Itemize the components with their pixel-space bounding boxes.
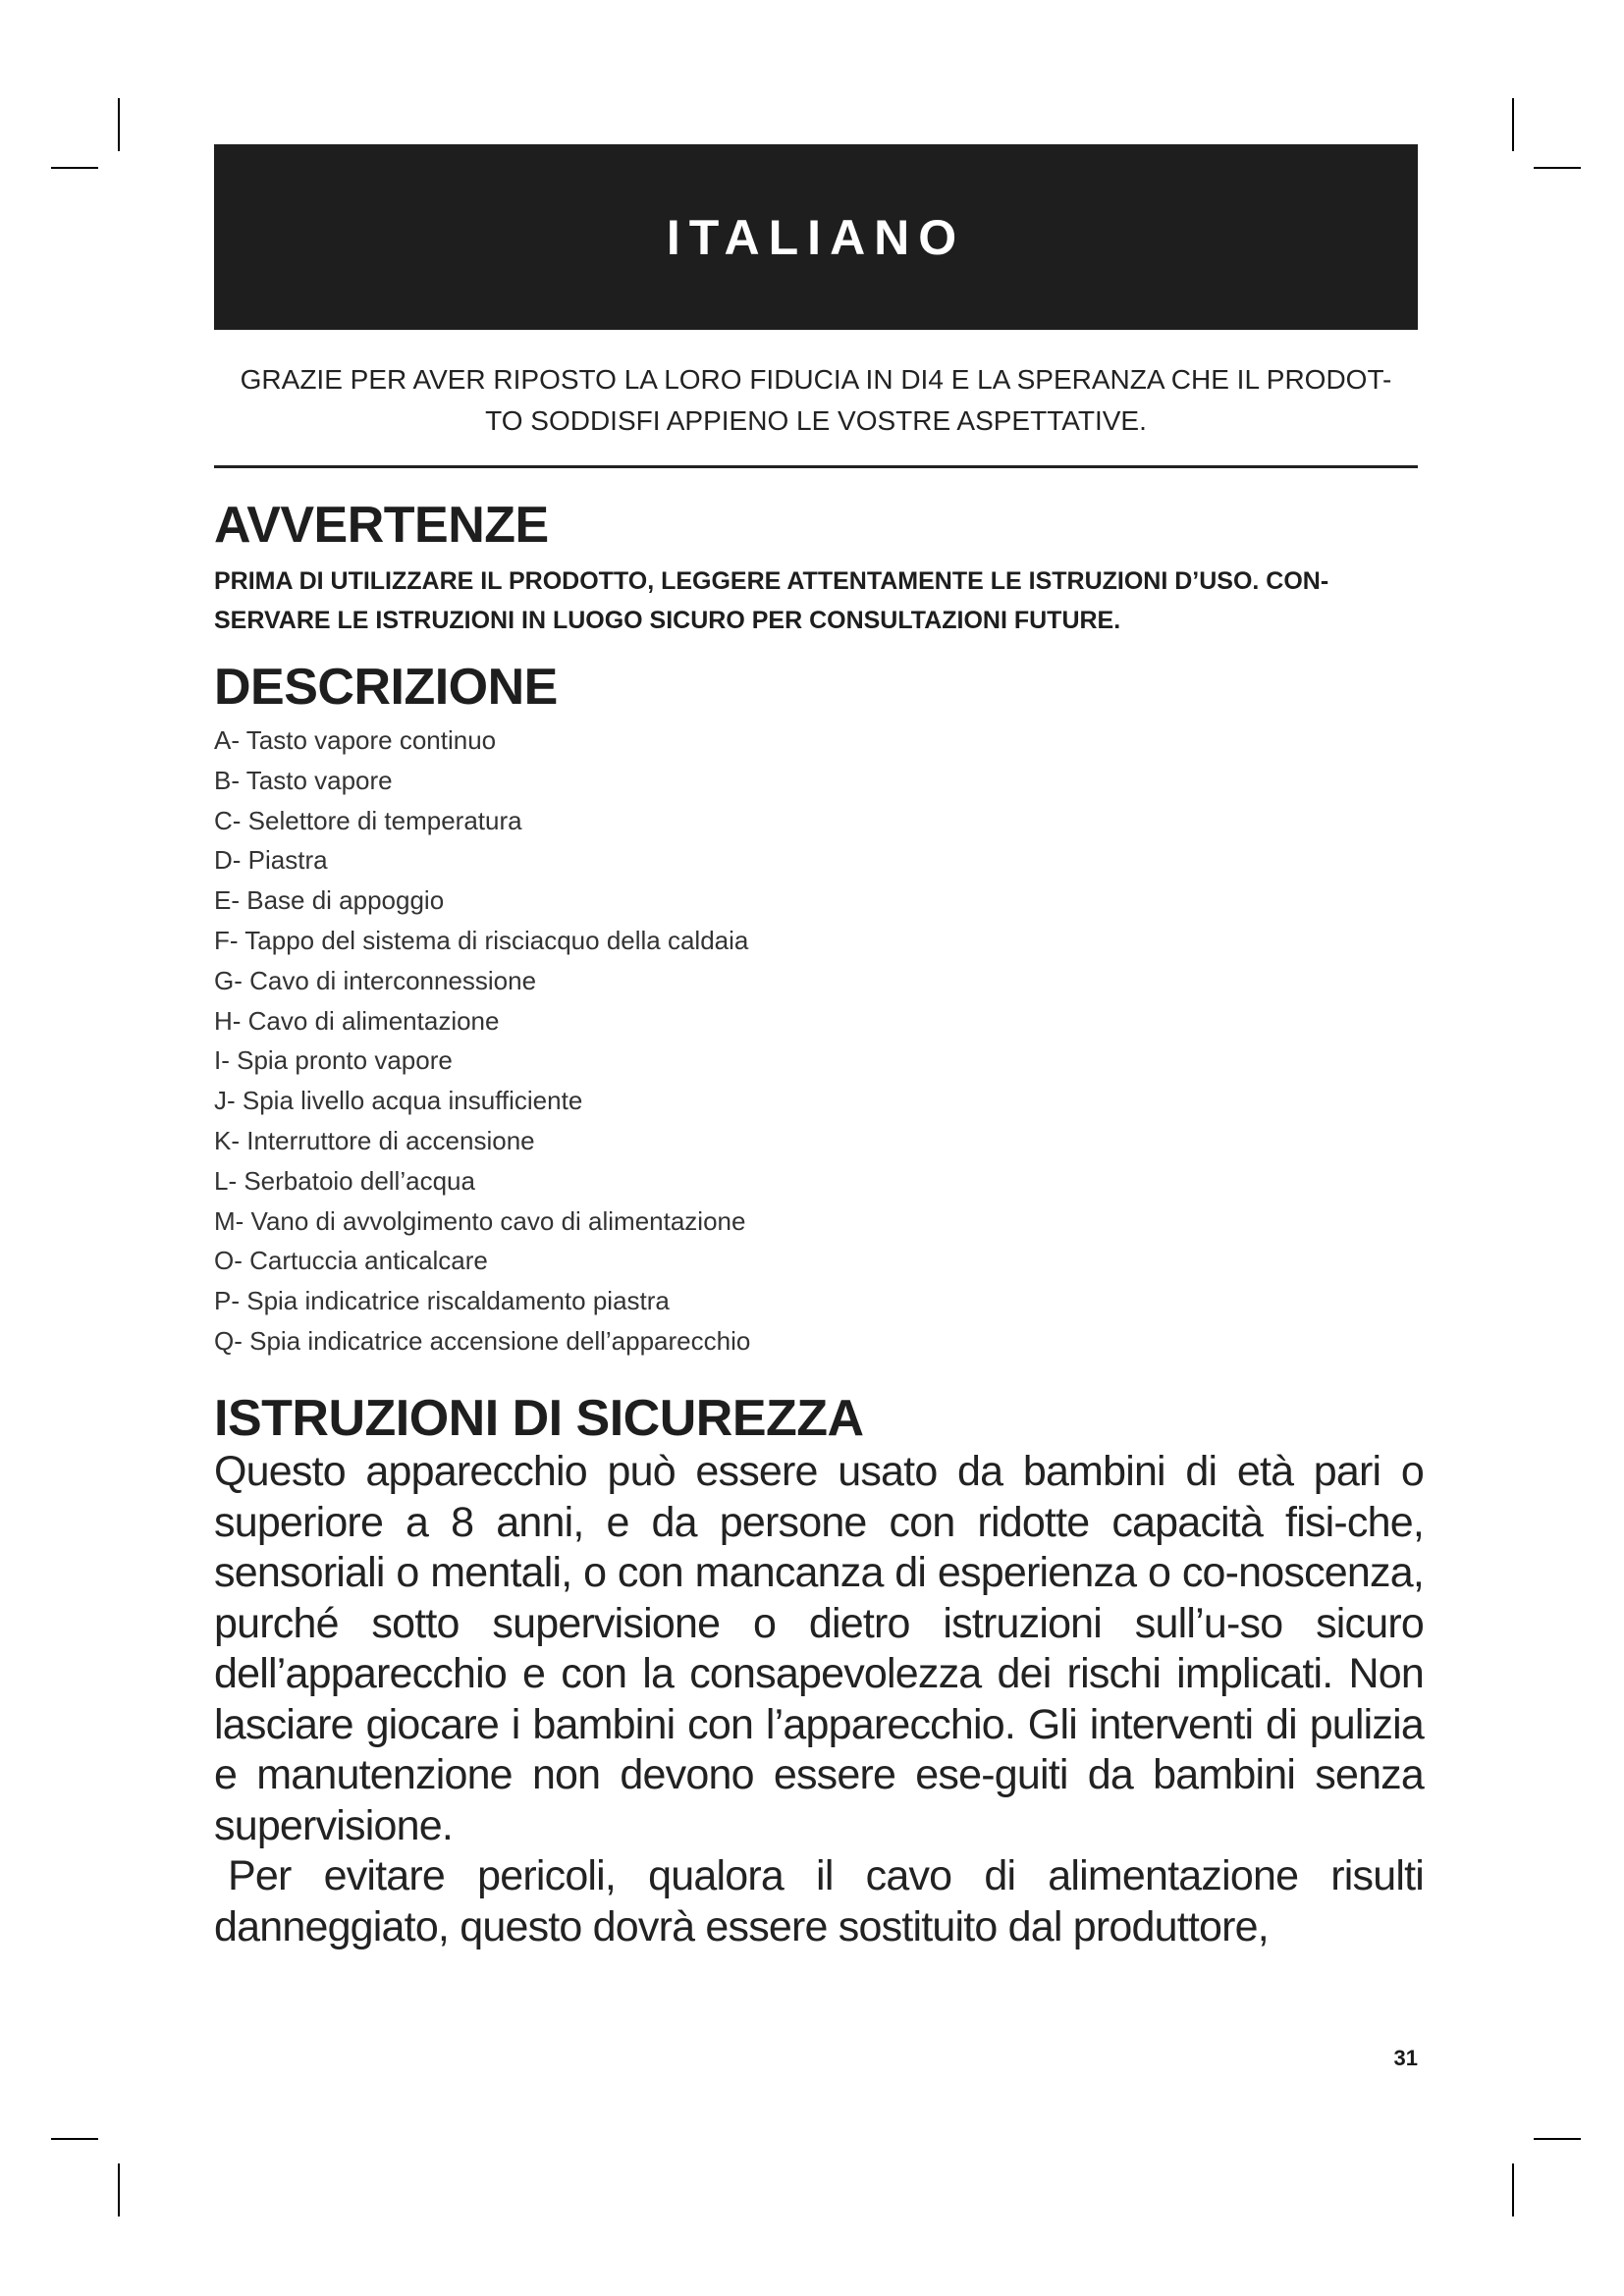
list-item: E- Base di appoggio (214, 885, 445, 916)
page-number: 31 (1393, 2046, 1418, 2070)
crop-mark-top-left-horizontal (51, 167, 98, 169)
safety-paragraph-1: Questo apparecchio può essere usato da bambini di età pari o superiore a 8 anni, e da persone con ridotte capacità fisi-che, sensoriali o mentali, o con mancanza di esperienza o co-noscenza, purché sotto supervisione o dietro istruzioni sull’u-so sicuro dell’apparecchio e con la consapevolezza dei rischi implicati. Non lasciare giocare i bambini con l’apparecchio. Gli interventi di pulizia e manutenzione non devono essere ese-guiti da bambini senza supervisione. (214, 1448, 1424, 1849)
safety-paragraph-2: Per evitare pericoli, qualora il cavo di alimentazione risulti danneggiato, questo dovrà essere sostituito dal produttore, (214, 1852, 1424, 1950)
crop-mark-bottom-left-horizontal (51, 2138, 98, 2140)
safety-text (214, 1447, 1424, 1952)
list-item: Q- Spia indicatrice accensione dell’apparecchio (214, 1325, 751, 1356)
component-list (214, 721, 750, 1362)
crop-mark-bottom-right-horizontal (1534, 2138, 1581, 2140)
list-item: O- Cartuccia anticalcare (214, 1246, 488, 1276)
intro-line-2: TO SODDISFI APPIENO LE VOSTRE ASPETTATIVE. (485, 405, 1147, 436)
list-item: B- Tasto vapore (214, 765, 393, 795)
intro-text (214, 359, 1418, 442)
crop-mark-top-right-vertical (1512, 98, 1514, 151)
list-item: H- Cavo di alimentazione (214, 1005, 500, 1036)
intro-divider (214, 465, 1418, 468)
list-item: P- Spia indicatrice riscaldamento piastra (214, 1286, 670, 1316)
intro-line-1: GRAZIE PER AVER RIPOSTO LA LORO FIDUCIA IN DI4 E LA SPERANZA CHE IL PRODOT- (240, 364, 1392, 395)
list-item: A- Tasto vapore continuo (214, 725, 497, 755)
banner-title: ITALIANO (666, 209, 966, 265)
list-item: F- Tappo del sistema di risciacquo della caldaia (214, 925, 749, 955)
crop-mark-bottom-left-vertical (118, 2163, 120, 2216)
warnings-text (214, 561, 1422, 640)
language-banner (214, 144, 1418, 330)
list-item: C- Selettore di temperatura (214, 805, 522, 835)
list-item: L- Serbatoio dell’acqua (214, 1165, 475, 1196)
safety-heading: ISTRUZIONI DI SICUREZZA (214, 1390, 864, 1447)
list-item: K- Interruttore di accensione (214, 1125, 535, 1155)
list-item: I- Spia pronto vapore (214, 1045, 453, 1076)
list-item: D- Piastra (214, 845, 328, 876)
warnings-heading: AVVERTENZE (214, 497, 549, 554)
list-item: G- Cavo di interconnessione (214, 965, 537, 995)
warnings-line-1: PRIMA DI UTILIZZARE IL PRODOTTO, LEGGERE ATTENTAMENTE LE ISTRUZIONI D’USO. CON- (214, 567, 1329, 595)
crop-mark-top-left-vertical (118, 98, 120, 151)
crop-mark-top-right-horizontal (1534, 167, 1581, 169)
description-heading: DESCRIZIONE (214, 659, 558, 716)
list-item: M- Vano di avvolgimento cavo di alimentazione (214, 1205, 746, 1236)
warnings-line-2: SERVARE LE ISTRUZIONI IN LUOGO SICURO PER CONSULTAZIONI FUTURE. (214, 607, 1121, 634)
crop-mark-bottom-right-vertical (1512, 2163, 1514, 2216)
list-item: J- Spia livello acqua insufficiente (214, 1086, 583, 1116)
